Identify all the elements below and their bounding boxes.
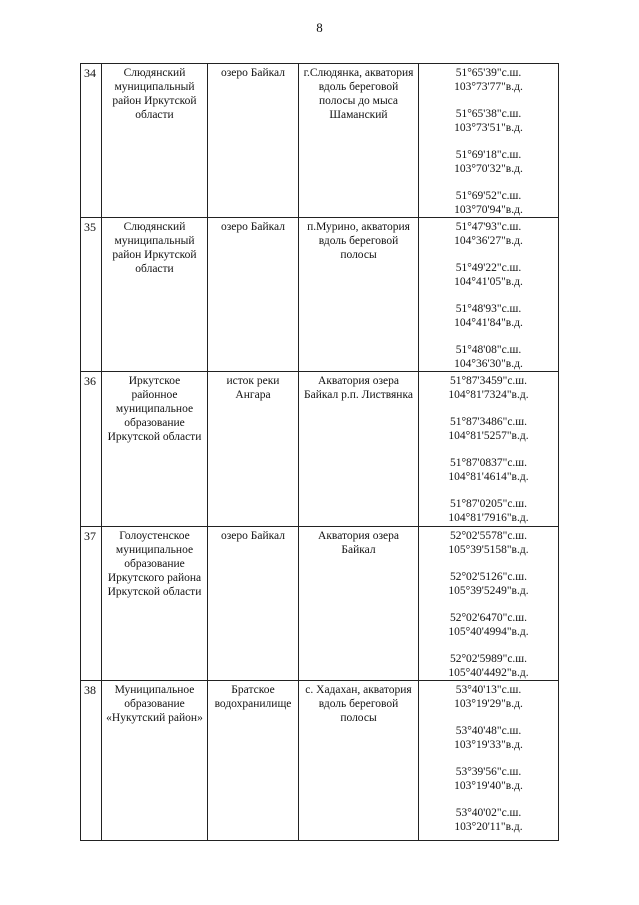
coordinates-cell (419, 681, 559, 841)
longitude: 103°73'77"в.д. (454, 81, 523, 93)
coordinate-pair (422, 611, 555, 639)
location-cell: Акватория озера Байкал (299, 527, 419, 681)
coordinate-pair (422, 683, 555, 711)
latitude: 53°40'02"с.ш. (455, 807, 522, 819)
coordinate-pair (422, 302, 555, 330)
latitude: 52°02'5578"с.ш. (449, 530, 528, 542)
longitude: 104°41'05"в.д. (454, 276, 523, 288)
latitude: 51°87'0205"с.ш. (449, 498, 528, 510)
table-row (81, 527, 559, 681)
coordinates-cell (419, 372, 559, 527)
table-row (81, 218, 559, 372)
coordinate-pair (422, 724, 555, 752)
latitude: 51°48'08"с.ш. (455, 344, 522, 356)
longitude: 104°41'84"в.д. (454, 317, 523, 329)
coordinate-pair (422, 107, 555, 135)
longitude: 104°36'27"в.д. (454, 235, 523, 247)
coordinate-pair (422, 343, 555, 371)
longitude: 104°81'5257"в.д. (448, 430, 529, 442)
table-row (81, 372, 559, 527)
longitude: 104°81'4614"в.д. (448, 471, 529, 483)
latitude: 53°40'13"с.ш. (455, 684, 522, 696)
latitude: 53°39'56"с.ш. (455, 766, 522, 778)
location-cell: г.Слюдянка, акватория вдоль береговой полосы до мыса Шаманский (299, 64, 419, 218)
longitude: 103°73'51"в.д. (454, 122, 523, 134)
longitude: 104°36'30"в.д. (454, 358, 523, 370)
row-number: 36 (81, 372, 102, 527)
latitude: 52°02'5126"с.ш. (449, 571, 528, 583)
coordinate-pair (422, 66, 555, 94)
coordinate-pair (422, 220, 555, 248)
water-object-cell: исток реки Ангара (208, 372, 299, 527)
latitude: 52°02'6470"с.ш. (449, 612, 528, 624)
longitude: 105°39'5249"в.д. (448, 585, 529, 597)
longitude: 105°40'4492"в.д. (448, 667, 529, 679)
district-cell: Иркутское районное муниципальное образование Иркутской области (102, 372, 208, 527)
longitude: 103°70'94"в.д. (454, 204, 523, 216)
coordinates-cell (419, 218, 559, 372)
latitude: 53°40'48"с.ш. (455, 725, 522, 737)
coordinate-pair (422, 529, 555, 557)
longitude: 103°20'11"в.д. (454, 821, 523, 833)
location-cell: с. Хадахан, акватория вдоль береговой полосы (299, 681, 419, 841)
longitude: 104°81'7916"в.д. (448, 512, 529, 524)
latitude: 51°65'38"с.ш. (455, 108, 522, 120)
district-cell: Муниципальное образование «Нукутский район» (102, 681, 208, 841)
coordinate-pair (422, 497, 555, 525)
district-cell: Голоустенское муниципальное образование Иркутского района Иркутской области (102, 527, 208, 681)
water-object-cell: Братское водохранилище (208, 681, 299, 841)
latitude: 51°87'3486"с.ш. (449, 416, 528, 428)
coordinate-pair (422, 765, 555, 793)
table-row (81, 64, 559, 218)
coordinates-cell (419, 64, 559, 218)
row-number: 37 (81, 527, 102, 681)
water-object-cell: озеро Байкал (208, 64, 299, 218)
page-number: 8 (316, 20, 323, 35)
longitude: 104°81'7324"в.д. (448, 389, 529, 401)
latitude: 51°47'93"с.ш. (455, 221, 522, 233)
latitude: 52°02'5989"с.ш. (449, 653, 528, 665)
latitude: 51°69'52"с.ш. (455, 190, 522, 202)
location-cell: п.Мурино, акватория вдоль береговой полосы (299, 218, 419, 372)
row-number: 38 (81, 681, 102, 841)
water-object-cell: озеро Байкал (208, 527, 299, 681)
coordinate-pair (422, 456, 555, 484)
latitude: 51°69'18"с.ш. (455, 149, 522, 161)
coordinate-pair (422, 261, 555, 289)
longitude: 103°19'40"в.д. (454, 780, 523, 792)
longitude: 103°19'29"в.д. (454, 698, 523, 710)
longitude: 103°19'33"в.д. (454, 739, 523, 751)
location-cell: Акватория озера Байкал р.п. Листвянка (299, 372, 419, 527)
coordinate-pair (422, 148, 555, 176)
coordinate-pair (422, 570, 555, 598)
coordinate-pair (422, 415, 555, 443)
row-number: 34 (81, 64, 102, 218)
district-cell: Слюдянский муниципальный район Иркутской области (102, 64, 208, 218)
latitude: 51°87'3459"с.ш. (449, 375, 528, 387)
row-number: 35 (81, 218, 102, 372)
latitude: 51°48'93"с.ш. (455, 303, 522, 315)
coordinate-pair (422, 189, 555, 217)
longitude: 105°40'4994"в.д. (448, 626, 529, 638)
coordinate-pair (422, 806, 555, 834)
coordinates-table (80, 63, 559, 841)
latitude: 51°87'0837"с.ш. (449, 457, 528, 469)
coordinate-pair (422, 652, 555, 680)
coordinates-cell (419, 527, 559, 681)
table-row (81, 681, 559, 841)
latitude: 51°65'39"с.ш. (455, 67, 522, 79)
longitude: 105°39'5158"в.д. (448, 544, 529, 556)
coordinate-pair (422, 374, 555, 402)
water-object-cell: озеро Байкал (208, 218, 299, 372)
district-cell: Слюдянский муниципальный район Иркутской области (102, 218, 208, 372)
longitude: 103°70'32"в.д. (454, 163, 523, 175)
latitude: 51°49'22"с.ш. (455, 262, 522, 274)
